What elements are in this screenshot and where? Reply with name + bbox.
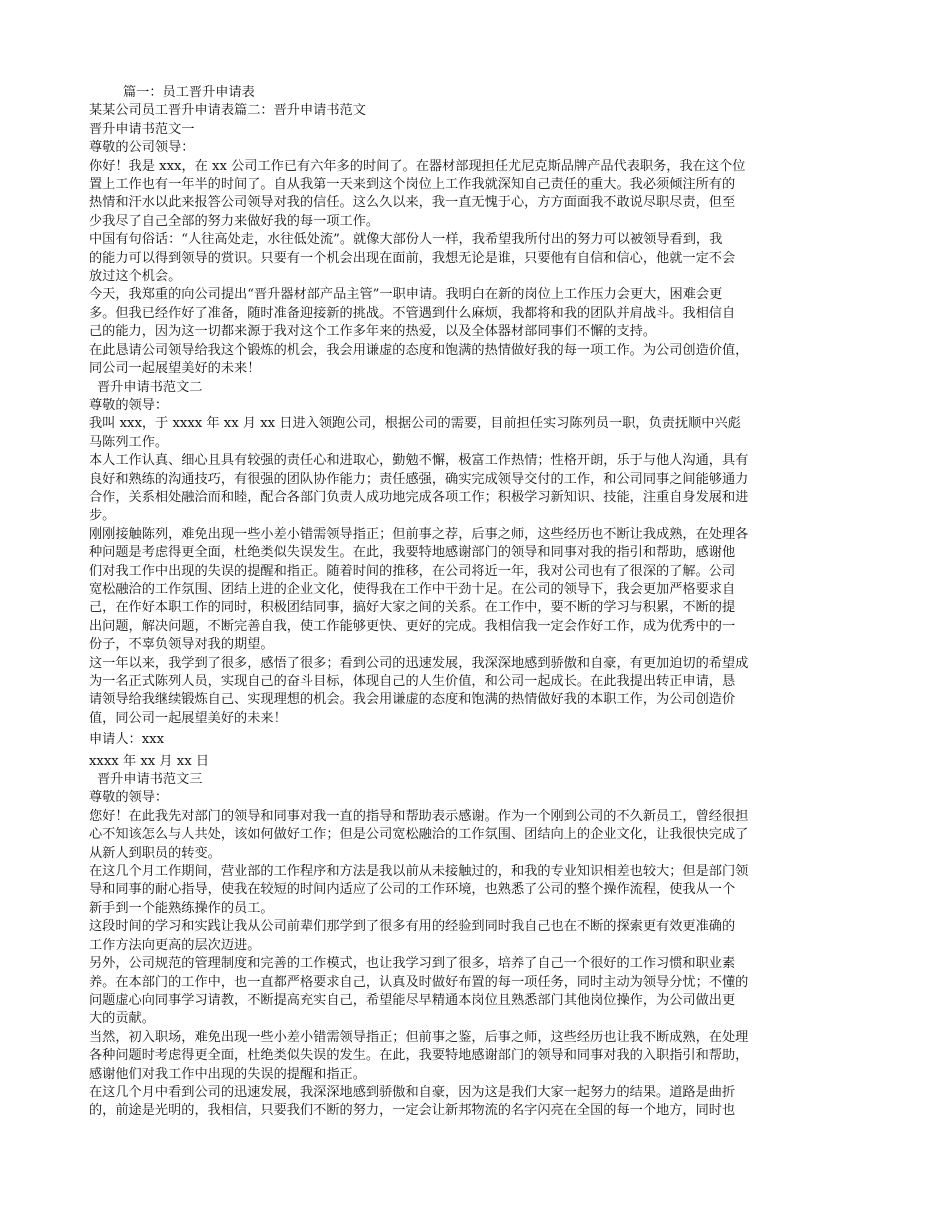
text-line: 种问题是考虑得更全面，杜绝类似失误发生。在此，我要特地感谢部门的领导和同事对我的指引和帮助，感谢他 — [89, 545, 736, 561]
text-line: 你好！我是 xxx，在 xx 公司工作已有六年多的时间了。在器材部现担任尤尼克斯品牌产品代表职务，我在这个位 — [89, 158, 746, 174]
text-line: 多。但我已经作好了准备，随时准备迎接新的挑战。不管遇到什么麻烦，我都将和我的团队并肩战斗。我相信自 — [89, 305, 736, 321]
text-line: 中国有句俗话：“人往高处走，水往低处流”。就像大部份人一样，我希望我所付出的努力可以被领导看到，我 — [89, 232, 723, 248]
sample-title-1: 晋升申请书范文一 — [89, 121, 195, 137]
text-line: 出问题，解决问题，不断完善自我，使工作能够更快、更好的完成。我相信我一定会作好工作，成为优秀中的一 — [89, 618, 736, 634]
text-line: 感谢他们对我工作中出现的失误的提醒和指正。 — [89, 1066, 366, 1082]
text-line: 您好！在此我先对部门的领导和同事对我一直的指导和帮助表示感谢。作为一个刚到公司的不久新员工，曾经很担 — [89, 808, 749, 824]
text-line: 这一年以来，我学到了很多，感悟了很多；看到公司的迅速发展，我深深地感到骄傲和自豪，有更加迫切的希望成 — [89, 655, 749, 671]
text-line: 己，在作好本职工作的同时，积极团结同事，搞好大家之间的关系。在工作中，要不断的学习与积累，不断的提 — [89, 600, 736, 616]
salutation-1: 尊敬的公司领导： — [89, 140, 195, 156]
text-line: 这段时间的学习和实践让我从公司前辈们那学到了很多有用的经验到同时我自己也在不断的探索更有效更准确的 — [89, 919, 736, 935]
text-line: 己的能力，因为这一切都来源于我对这个工作多年来的热爱，以及全体器材部同事们不懈的支持。 — [89, 324, 657, 340]
text-line: 份子，不辜负领导对我的期望。 — [89, 637, 274, 653]
text-line: 良好和熟练的沟通技巧，有很强的团队协作能力；责任感强，确实完成领导交付的工作，和公司同事之间能够通力 — [89, 471, 749, 487]
text-line: 放过这个机会。 — [89, 269, 182, 285]
text-line: 从新人到职员的转变。 — [89, 845, 221, 861]
text-line: 导和同事的耐心指导，使我在较短的时间内适应了公司的工作环境，也熟悉了公司的整个操作流程，使我从一个 — [89, 882, 736, 898]
text-line: 同公司一起展望美好的未来！ — [89, 361, 261, 377]
text-line: 刚刚接触陈列，难免出现一些小差小错需领导指正；但前事之荐，后事之师，这些经历也不断让我成熟，在处理各 — [89, 526, 749, 542]
text-line: 问题虚心向同事学习请教，不断提高充实自己，希望能尽早精通本岗位且熟悉部门其他岗位操作，为公司做出更 — [89, 992, 736, 1008]
text-line: 步。 — [89, 508, 116, 524]
text-line: 心不知该怎么与人共处，该如何做好工作；但是公司宽松融洽的工作氛围、团结向上的企业文化，让我很快完成了 — [89, 827, 749, 843]
text-line: 大的贡献。 — [89, 1011, 155, 1027]
text-line: 本人工作认真、细心且具有较强的责任心和进取心，勤勉不懈，极富工作热情；性格开朗，乐于与他人沟通，具有 — [89, 453, 749, 469]
text-line: 在这几个月工作期间，营业部的工作程序和方法是我以前从未接触过的，和我的专业知识相差也较大；但是部门领 — [89, 864, 749, 880]
text-line: 们对我工作中出现的失误的提醒和指正。随着时间的推移，在公司将近一年，我对公司也有了很深的了解。公司 — [89, 563, 736, 579]
applicant-line: 申请人：xxx — [89, 732, 165, 748]
text-line: 新手到一个能熟练操作的员工。 — [89, 900, 274, 916]
text-line: 置上工作也有一年半的时间了。自从我第一天来到这个岗位上工作我就深知自己责任的重大。我必须倾注所有的 — [89, 177, 736, 193]
text-line: 的能力可以得到领导的赏识。只要有一个机会出现在面前，我想无论是谁，只要他有自信和信心，他就一定不会 — [89, 250, 736, 266]
text-line: 值，同公司一起展望美好的未来！ — [89, 710, 287, 726]
salutation-2: 尊敬的领导： — [89, 397, 169, 413]
text-line: 马陈列工作。 — [89, 434, 169, 450]
text-line: 少我尽了自己全部的努力来做好我的每一项工作。 — [89, 213, 380, 229]
text-line: 为一名正式陈列人员，实现自己的奋斗目标，体现自己的人生价值，和公司一起成长。在此我提出转正申请，恳 — [89, 674, 736, 689]
text-line: 请领导给我继续锻炼自己、实现理想的机会。我会用谦虚的态度和饱满的热情做好我的本职工作，为公司创造价 — [89, 692, 736, 708]
section-title-1: 篇一：员工晋升申请表 — [123, 85, 255, 100]
text-line: 热情和汗水以此来报答公司领导对我的信任。这么久以来，我一直无愧于心，方方面面我不敢说尽职尽责，但至 — [89, 195, 736, 211]
sample-title-2: 晋升申请书范文二 — [97, 379, 203, 395]
text-line: 宽松融洽的工作氛围、团结上进的企业文化，使得我在工作中干劲十足。在公司的领导下，我会更加严格要求自 — [89, 581, 736, 597]
text-line: 当然，初入职场，难免出现一些小差小错需领导指正；但前事之鉴，后事之师，这些经历也让我不断成熟，在处理 — [89, 1029, 749, 1045]
doc-heading: 某某公司员工晋升申请表篇二：晋升申请书范文 — [89, 103, 366, 119]
text-line: 我叫 xxx，于 xxxx 年 xx 月 xx 日进入领跑公司，根据公司的需要，目前担任实习陈列员一职，负责抚顺中兴彪 — [89, 416, 741, 432]
text-line: 在此恳请公司领导给我这个锻炼的机会，我会用谦虚的态度和饱满的热情做好我的每一项工作。为公司创造价值， — [89, 342, 749, 358]
sample-title-3: 晋升申请书范文三 — [97, 772, 203, 788]
text-line: 今天，我郑重的向公司提出“晋升器材部产品主管”一职申请。我明白在新的岗位上工作压力会更大，困难会更 — [89, 287, 723, 303]
text-line: 工作方法向更高的层次迈进。 — [89, 937, 261, 953]
text-line: 的，前途是光明的，我相信，只要我们不断的努力，一定会让新邦物流的名字闪亮在全国的每一个地方，同时也 — [89, 1103, 736, 1119]
text-line: 养。在本部门的工作中，也一直都严格要求自己，认真及时做好布置的每一项任务，同时主动为领导分忧；不懂的 — [89, 974, 749, 990]
salutation-3: 尊敬的领导： — [89, 790, 169, 806]
text-line: 在这几个月中看到公司的迅速发展，我深深地感到骄傲和自豪，因为这是我们大家一起努力的结果。道路是曲折 — [89, 1084, 736, 1100]
text-line: 合作，关系相处融洽而和睦，配合各部门负责人成功地完成各项工作；积极学习新知识、技能，注重自身发展和进 — [89, 489, 749, 505]
date-line: xxxx 年 xx 月 xx 日 — [89, 753, 210, 769]
text-line: 各种问题时考虑得更全面，杜绝类似失误的发生。在此，我要特地感谢部门的领导和同事对我的入职指引和帮助， — [89, 1048, 749, 1064]
text-line: 另外，公司规范的管理制度和完善的工作模式，也让我学习到了很多，培养了自己一个很好的工作习惯和职业素 — [89, 956, 736, 972]
